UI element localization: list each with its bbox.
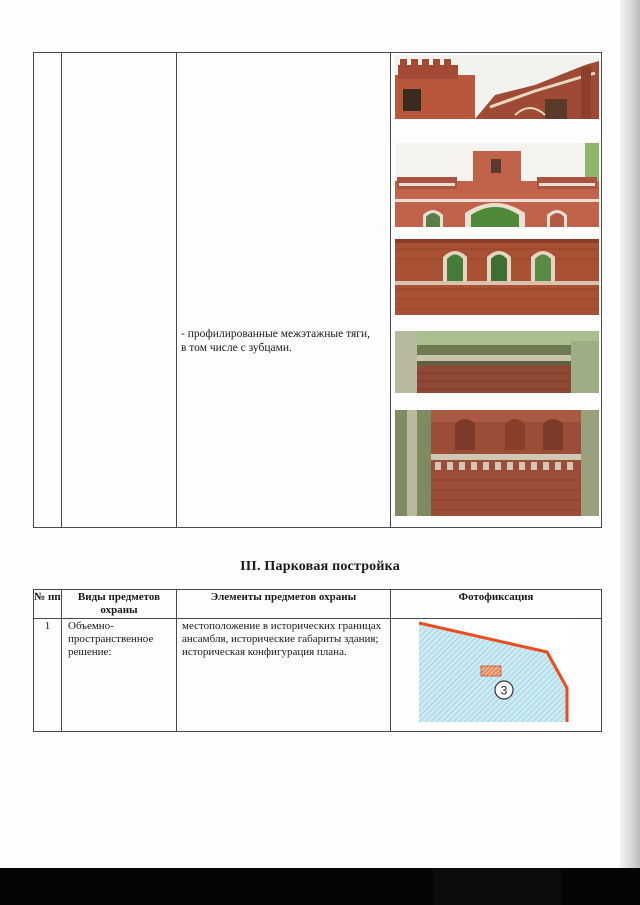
column-divider <box>176 53 177 527</box>
ruined-brick-parapet-photo <box>395 55 599 119</box>
upper-table <box>33 52 602 528</box>
header-types: Виды предметов охраны <box>77 591 161 616</box>
section-title: III. Парковая постройка <box>240 559 400 574</box>
row-elements: местоположение в исторических границах ансамбля, исторические габариты здания; историческая конфигурация плана. <box>182 620 382 658</box>
protection-table <box>33 589 602 732</box>
scan-band-segment <box>433 868 561 905</box>
header-divider <box>34 618 601 619</box>
column-divider <box>390 590 391 731</box>
header-elements: Элементы предметов охраны <box>210 591 357 603</box>
header-photo: Фотофиксация <box>458 591 534 603</box>
plan-marker-number: 3 <box>500 683 508 698</box>
cornice-description: - профилированные межэтажные тяги, в том числе с зубцами. <box>181 328 371 354</box>
scan-edge <box>620 0 640 868</box>
row-type: Объемно-пространственное решение: <box>68 620 154 658</box>
toothed-cornice-photo <box>395 410 599 516</box>
cornice-profile-photo <box>395 331 599 393</box>
row-num: 1 <box>44 620 51 632</box>
scan-bottom-band <box>0 868 640 905</box>
header-num: № пп <box>34 591 61 603</box>
site-plan-map <box>419 620 575 722</box>
column-divider <box>176 590 177 731</box>
column-divider <box>61 53 62 527</box>
brick-facade-arched-windows-photo <box>395 143 599 227</box>
arched-windows-brick-wall-photo <box>395 239 599 315</box>
column-divider <box>390 53 391 527</box>
